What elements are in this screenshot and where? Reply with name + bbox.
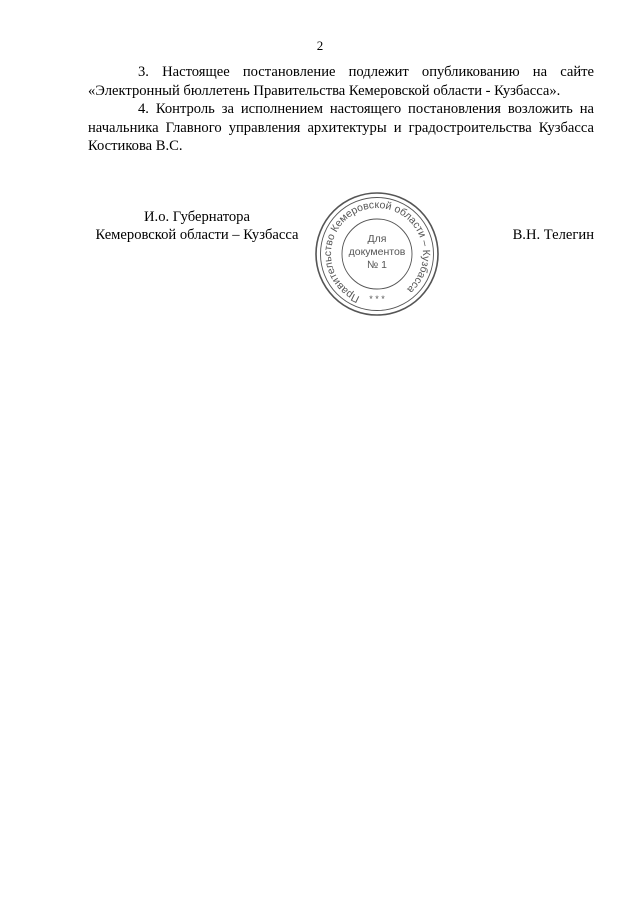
official-seal xyxy=(313,190,441,318)
seal-graphic xyxy=(313,190,441,318)
signatory-title xyxy=(88,208,306,244)
paragraph-3: 3. Настоящее постановление подлежит опубликованию на сайте «Электронный бюллетень Правительства Кемеровской области - Кузбасса». xyxy=(88,64,594,99)
page-number: 2 xyxy=(316,38,324,53)
seal-stars: * * * xyxy=(369,294,385,304)
seal-ring-text: Правительство Кемеровской области – Кузбасса xyxy=(321,198,433,305)
paragraph-4: 4. Контроль за исполнением настоящего постановления возложить на начальника Главного управления архитектуры и градостроительства Кузбасса Костикова В.С. xyxy=(88,101,594,154)
document-body xyxy=(88,63,594,156)
signatory-title-line1: И.о. Губернатора xyxy=(144,209,250,225)
signatory-title-line2: Кемеровской области – Кузбасса xyxy=(95,227,299,243)
seal-center-line1: Для xyxy=(367,233,387,245)
signatory-name: В.Н. Телегин xyxy=(512,227,594,243)
seal-center-line3: № 1 xyxy=(366,259,388,271)
seal-center-line2: документов xyxy=(348,246,406,258)
